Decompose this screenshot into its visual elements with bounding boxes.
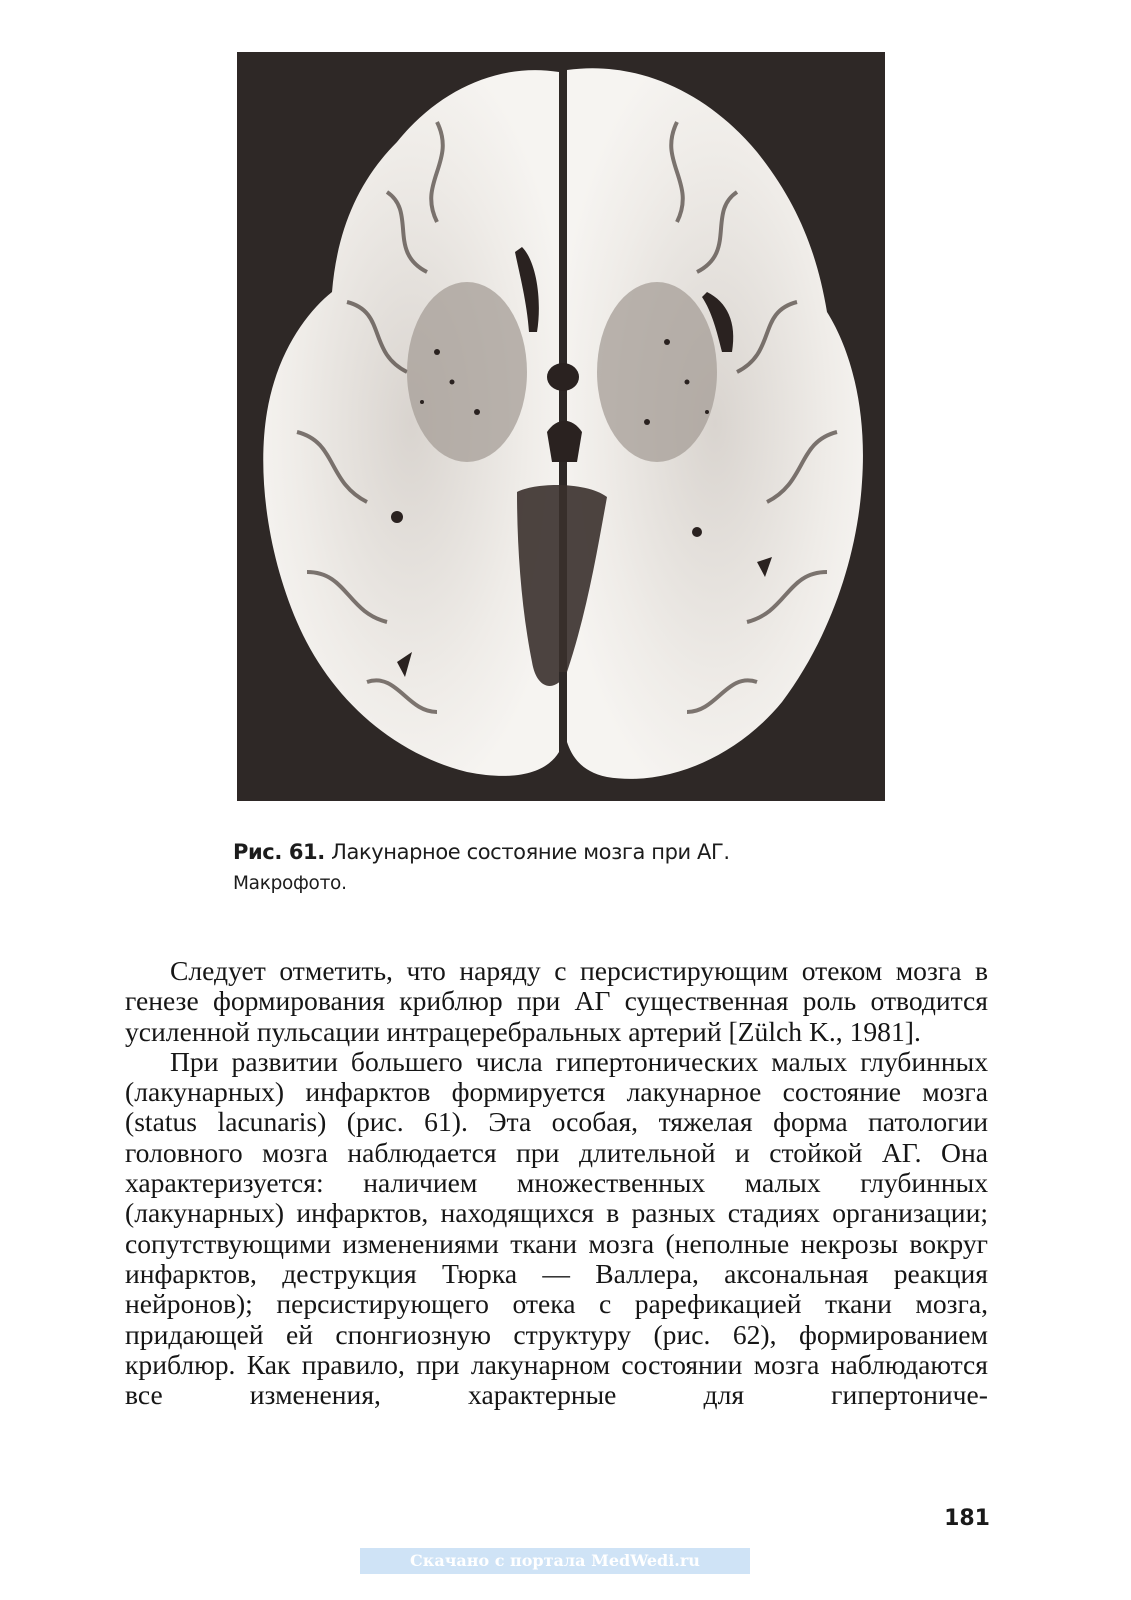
body-text [125,956,988,1410]
brain-section-photo [237,52,885,801]
paragraph-2: При развитии большего числа гипертонических малых глубинных (лакунарных) инфарктов формируется лакунарное состояние мозга (status lacunaris) (рис. 61). Эта особая, тяжелая форма патологии головного мозга наблюдается при длительной и стойкой АГ. Она характеризуется: наличием множественных малых глубинных (лакунарных) инфарктов, находящихся в разных стадиях организации; сопутствующими изменениями ткани мозга (неполные некрозы вокруг инфарктов, деструкция Тюрка — Валлера, аксональная реакция нейронов); персистирующего отека с рарефикацией ткани мозга, придающей ей спонгиозную структуру (рис. 62), формированием криблюр. Как правило, при лакунарном состоянии мозга наблюдаются все изменения, характерные для гипертониче- [125,1045,988,1411]
caption-label: Рис. 61. [233,840,325,864]
watermark-banner: Скачано с портала MedWedi.ru [360,1548,750,1574]
paragraph-1: Следует отметить, что наряду с персистирующим отеком мозга в генезе формирования криблюр при АГ существенная роль отводится усиленной пульсации интрацеребральных артерий [Zülch K., 1981]. [125,955,988,1047]
figure-caption [233,833,853,903]
page-number: 181 [944,1506,990,1531]
caption-title: Лакунарное состояние мозга при АГ. [324,840,730,864]
caption-subtitle: Макрофото. [233,873,347,894]
